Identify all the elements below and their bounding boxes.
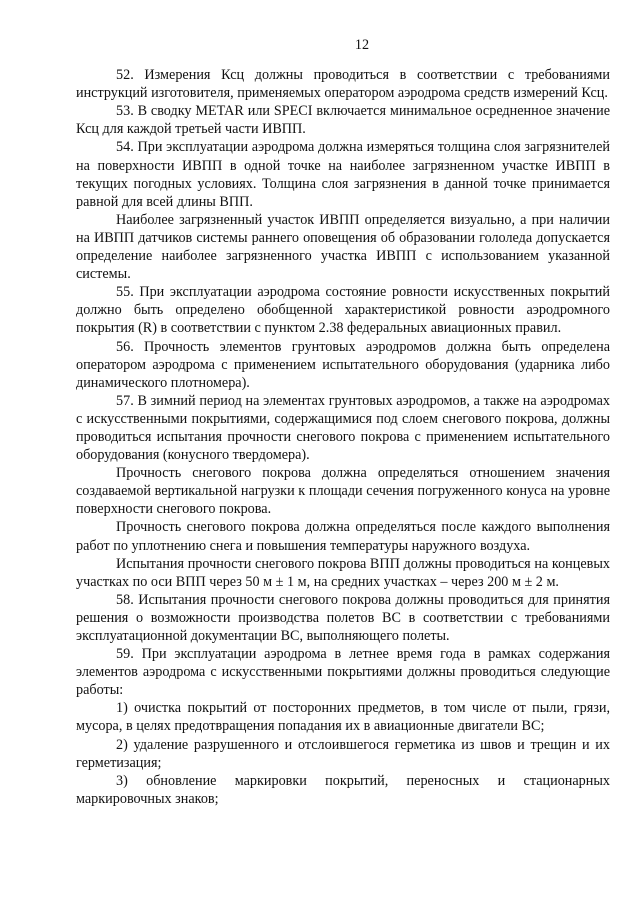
list-item-3: 3) обновление маркировки покрытий, переносных и стационарных маркировочных знаков; — [76, 772, 610, 807]
paragraph-57-test-locations: Испытания прочности снегового покрова ВПП должны проводиться на концевых участках по оси ВПП через 50 м ± 1 м, на средних участках – через 200 м ± 2 м. — [76, 555, 610, 590]
list-item-1: 1) очистка покрытий от посторонних предметов, в том числе от пыли, грязи, мусора, в целях предотвращения попадания их в авиационные двигатели ВС; — [76, 700, 610, 735]
list-item-2: 2) удаление разрушенного и отслоившегося герметика из швов и трещин и их герметизация; — [76, 736, 610, 771]
paragraph-58: 58. Испытания прочности снегового покрова должны проводиться для принятия решения о возможности производства полетов ВС в соответствии с требованиями эксплуатационной документации ВС, выполняющего полеты. — [76, 591, 610, 644]
paragraph-54-continued: Наиболее загрязненный участок ИВПП определяется визуально, а при наличии на ИВПП датчиков системы раннего оповещения об образовании гололеда допускается определение наиболее загрязненного участка ИВПП с использованием указанной системы. — [76, 211, 610, 283]
paragraph-57: 57. В зимний период на элементах грунтовых аэродромов, а также на аэродромах с искусственными покрытиями, содержащимися под слоем снегового покрова, должны проводиться испытания прочности снегового покрова с применением испытательного оборудования (конусного твердомера). — [76, 392, 610, 464]
paragraph-59: 59. При эксплуатации аэродрома в летнее время года в рамках содержания элементов аэродрома с искусственными покрытиями должны проводиться следующие работы: — [76, 646, 610, 699]
paragraph-54: 54. При эксплуатации аэродрома должна измеряться толщина слоя загрязнителей на поверхности ИВПП в одной точке на наиболее загрязненном участке ИВПП в текущих погодных условиях. Толщина слоя загрязнения в данной точке принимается равной для всей длины ВПП. — [76, 139, 610, 210]
paragraph-53: 53. В сводку METAR или SPECI включается минимальное осредненное значение Ксц для каждой третьей части ИВПП. — [76, 103, 610, 138]
paragraph-55: 55. При эксплуатации аэродрома состояние ровности искусственных покрытий должно быть определено обобщенной характеристикой ровности аэродромного покрытия (R) в соответствии с пунктом 2.38 федеральных авиационных правил. — [76, 284, 610, 337]
paragraph-56: 56. Прочность элементов грунтовых аэродромов должна быть определена оператором аэродрома с применением испытательного оборудования (ударника либо динамического плотномера). — [76, 338, 610, 391]
paragraph-57-strength-timing: Прочность снегового покрова должна определяться после каждого выполнения работ по уплотнению снега и повышения температуры наружного воздуха. — [76, 519, 610, 554]
paragraph-57-strength-definition: Прочность снегового покрова должна определяться отношением значения создаваемой вертикальной нагрузки к площади сечения погруженного конуса на уровне поверхности снегового покрова. — [76, 465, 610, 518]
paragraph-52: 52. Измерения Ксц должны проводиться в соответствии с требованиями инструкций изготовителя, применяемых оператором аэродрома средств измерений Ксц. — [76, 67, 610, 102]
page-number: 12 — [354, 37, 370, 53]
